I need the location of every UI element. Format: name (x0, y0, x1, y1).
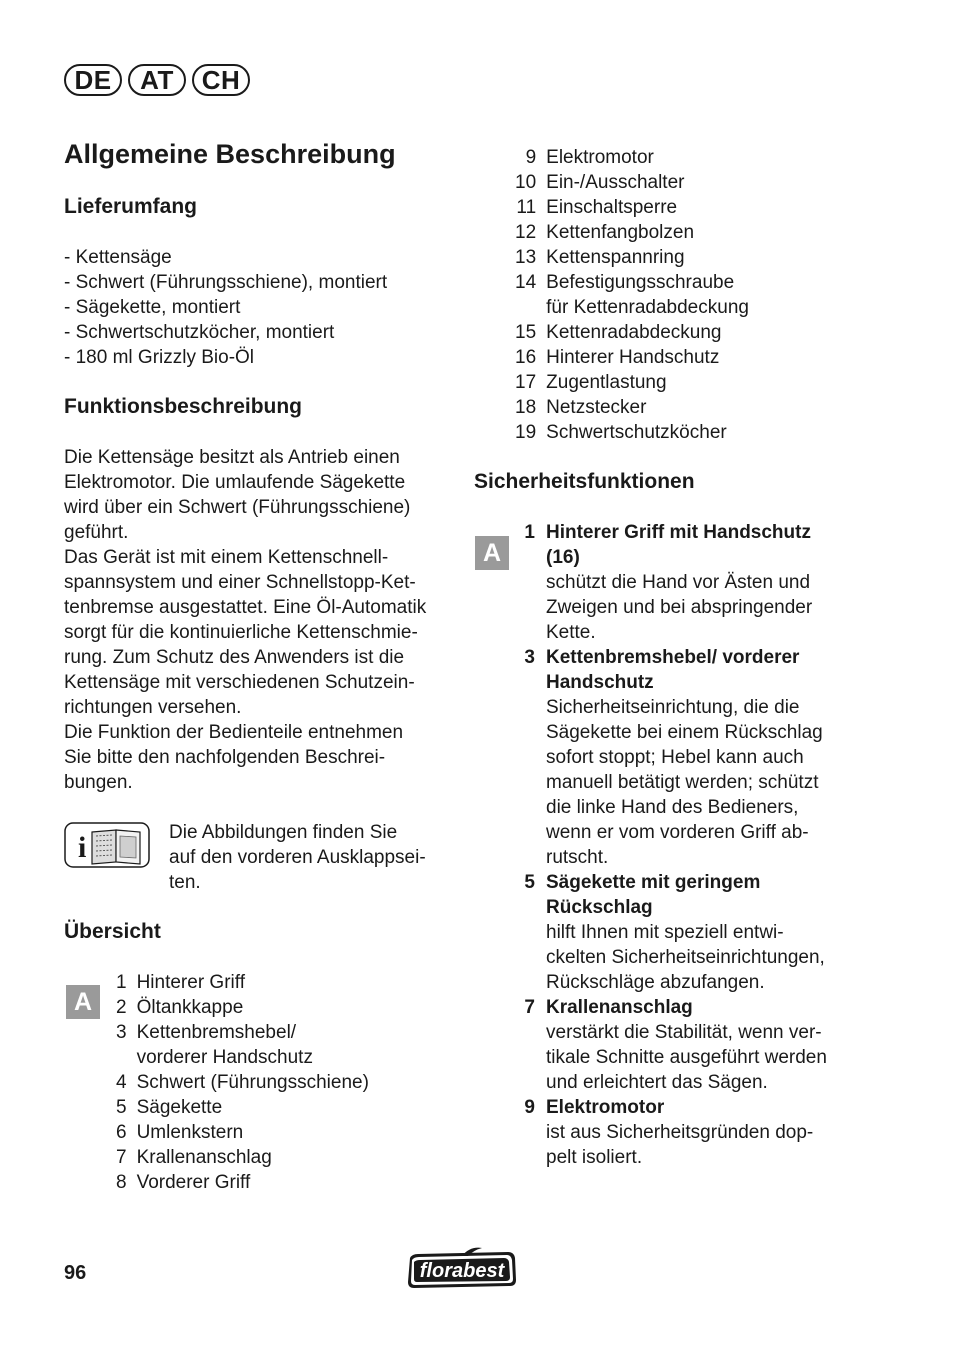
text-line: Die Abbildungen finden Sie (169, 822, 398, 843)
list-item: 14 Befestigungsschraube (515, 272, 735, 293)
overview-list-left (116, 970, 369, 1195)
list-item: 7 Krallenanschlag (116, 1147, 272, 1168)
badge-at: AT (128, 64, 186, 96)
heading-funktionsbeschreibung: Funktionsbeschreibung (64, 395, 303, 418)
text-line: spannsystem und einer Schnellstopp-Ket- (64, 572, 416, 593)
safety-item: 1 Hinterer Griff mit Handschutz (16) schützt die Hand vor Ästen und Zweigen und bei abspringender Kette. (524, 522, 813, 643)
list-item: - Schwertschutzköcher, montiert (64, 322, 335, 343)
list-item: - Kettensäge (64, 247, 172, 268)
safety-list (474, 520, 846, 1170)
text-line: Kettensäge mit verschiedenen Schutzein- (64, 672, 415, 693)
list-item: - 180 ml Grizzly Bio-Öl (64, 347, 255, 368)
florabest-logo (404, 1244, 520, 1290)
text-line: Die Funktion der Bedienteile entnehmen (64, 722, 404, 743)
badge-ch: CH (192, 64, 250, 96)
list-item-continued: für Kettenradabdeckung (546, 297, 749, 318)
text-line: bungen. (64, 772, 133, 793)
list-item: 1 Hinterer Griff (116, 972, 245, 993)
list-item: - Sägekette, montiert (64, 297, 241, 318)
text-line: wird über ein Schwert (Führungsschiene) (64, 497, 411, 518)
safety-item: 7 Krallenanschlag verstärkt die Stabilität, wenn ver- tikale Schnitte ausgeführt werden und erleichtert das Sägen. (524, 997, 827, 1093)
figure-marker-a: A (66, 985, 100, 1019)
text-line: Das Gerät ist mit einem Kettenschnell- (64, 547, 389, 568)
page-number: 96 (64, 1262, 87, 1284)
list-item: 11 Einschaltsperre (516, 197, 678, 218)
heading-lieferumfang: Lieferumfang (64, 195, 198, 218)
text-line: auf den vorderen Ausklappsei- (169, 847, 426, 868)
list-item: 16 Hinterer Handschutz (515, 347, 720, 368)
list-item: 12 Kettenfangbolzen (515, 222, 695, 243)
text-line: Die Kettensäge besitzt als Antrieb einen (64, 447, 400, 468)
text-line: geführt. (64, 522, 129, 543)
text-line: rung. Zum Schutz des Anwenders ist die (64, 647, 405, 668)
list-item: 15 Kettenradabdeckung (515, 322, 722, 343)
list-item: 18 Netzstecker (515, 397, 647, 418)
list-item: 4 Schwert (Führungsschiene) (116, 1072, 369, 1093)
list-item: 19 Schwertschutzköcher (515, 422, 727, 443)
lieferumfang-list (64, 245, 387, 370)
info-text (169, 820, 459, 895)
list-item: 13 Kettenspannring (515, 247, 685, 268)
svg-text:i: i (78, 831, 87, 864)
list-item: - Schwert (Führungsschiene), montiert (64, 272, 388, 293)
funktion-paragraph (64, 445, 464, 795)
list-item: 2 Öltankkappe (116, 997, 244, 1018)
list-item: 8 Vorderer Griff (116, 1172, 251, 1193)
text-line: tenbremse ausgestattet. Eine Öl-Automatik (64, 597, 427, 618)
list-item: 5 Sägekette (116, 1097, 223, 1118)
list-item-continued: vorderer Handschutz (136, 1047, 313, 1068)
list-item: 17 Zugentlastung (515, 372, 667, 393)
svg-text:florabest: florabest (419, 1260, 505, 1282)
badge-de: DE (64, 64, 122, 96)
text-line: Sie bitte den nachfolgenden Beschrei- (64, 747, 386, 768)
text-line: sorgt für die kontinuierliche Kettenschmie- (64, 622, 418, 643)
overview-list-right (515, 145, 749, 445)
list-item: 10 Ein-/Ausschalter (515, 172, 685, 193)
heading-uebersicht: Übersicht (64, 920, 161, 943)
page-title: Allgemeine Beschreibung (64, 139, 396, 169)
figure-marker-a: A (475, 536, 509, 570)
text-line: richtungen versehen. (64, 697, 242, 718)
text-line: Elektromotor. Die umlaufende Sägekette (64, 472, 406, 493)
info-book-icon (64, 822, 150, 868)
list-item: 3 Kettenbremshebel/ (116, 1022, 297, 1043)
list-item: 6 Umlenkstern (116, 1122, 244, 1143)
country-badges (64, 64, 250, 96)
safety-item: 3 Kettenbremshebel/ vorderer Handschutz Sicherheitseinrichtung, die die Sägekette bei einem Rückschlag sofort stoppt; Hebel kann auch manuell betätigt werden; schützt die linke Hand des Bedieners, wenn er vom vorderen Griff ab- rutscht. (524, 647, 823, 868)
heading-sicherheitsfunktionen: Sicherheitsfunktionen (474, 470, 695, 493)
text-line: ten. (169, 872, 201, 893)
safety-item: 9 Elektromotor ist aus Sicherheitsgründen dop- pelt isoliert. (524, 1097, 814, 1168)
safety-item: 5 Sägekette mit geringem Rückschlag hilft Ihnen mit speziell entwi- ckelten Sicherheitseinrichtungen, Rückschläge abzufangen. (524, 872, 825, 993)
list-item: 9 Elektromotor (525, 147, 654, 168)
